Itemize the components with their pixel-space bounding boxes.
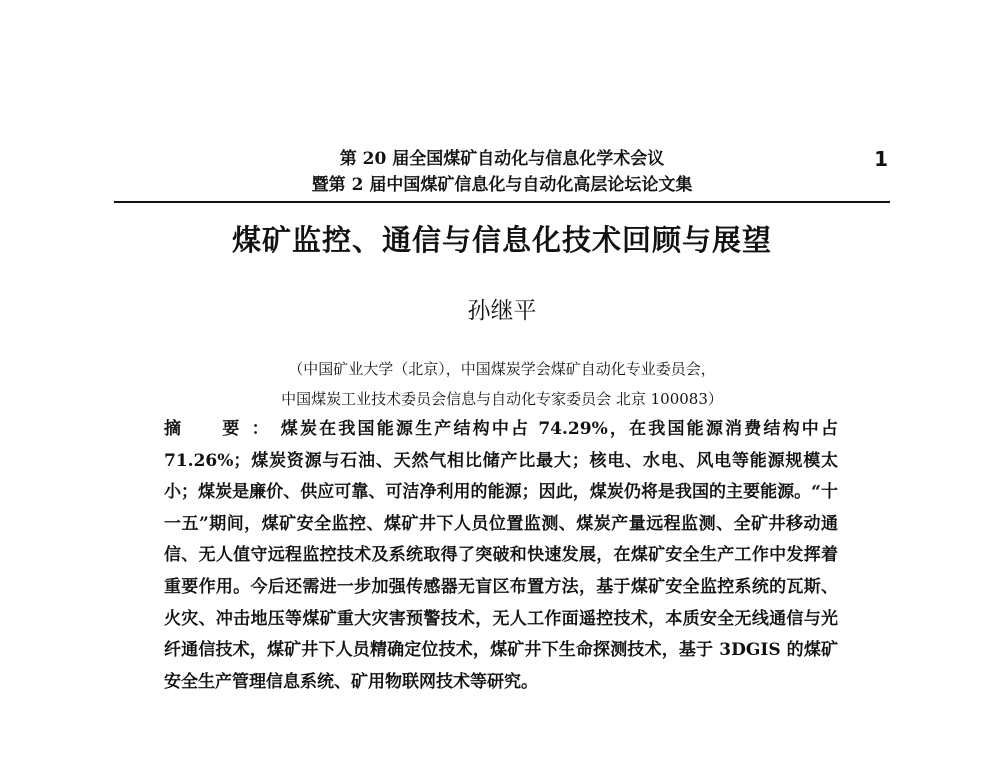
abstract-text: 煤炭在我国能源生产结构中占 74.29%，在我国能源消费结构中占 71.26%；煤炭资源与石油、天然气相比储产比最大；核电、水电、风电等能源规模太小；煤炭是廉价、供应可靠、可洁净利用的能源；因此，煤炭仍将是我国的主要能源。“十一五”期间，煤矿安全监控、煤矿井下人员位置监测、煤炭产量远程监测、全矿井移动通信、无人值守远程监控技术及系统取得了突破和快速发展，在煤矿安全生产工作中发挥着重要作用。今后还需进一步加强传感器无盲区布置方法，基于煤矿安全监控系统的瓦斯、火灾、冲击地压等煤矿重大灾害预警技术，无人工作面遥控技术，本质安全无线通信与光纤通信技术，煤矿井下人员精确定位技术，煤矿井下生命探测技术，基于 3DGIS 的煤矿安全生产管理信息系统、矿用物联网技术等研究。: [164, 419, 838, 692]
page-number: 1: [874, 147, 888, 171]
paper-author: 孙继平: [467, 298, 537, 324]
abstract-label: 摘 要：: [164, 419, 281, 439]
running-header: [114, 146, 890, 198]
abstract: [164, 414, 838, 698]
header-rule: [114, 201, 890, 203]
author-affiliation: [114, 354, 890, 414]
header-line-1: 第 20 届全国煤矿自动化与信息化学术会议: [339, 149, 665, 169]
paper-title: 煤矿监控、通信与信息化技术回顾与展望: [231, 223, 772, 257]
header-line-2: 暨第 2 届中国煤矿信息化与自动化高层论坛论文集: [311, 175, 693, 195]
affiliation-line-1: （中国矿业大学（北京），中国煤炭学会煤矿自动化专业委员会，: [288, 360, 716, 378]
affiliation-line-2: 中国煤炭工业技术委员会信息与自动化专家委员会 北京 100083）: [281, 390, 723, 408]
